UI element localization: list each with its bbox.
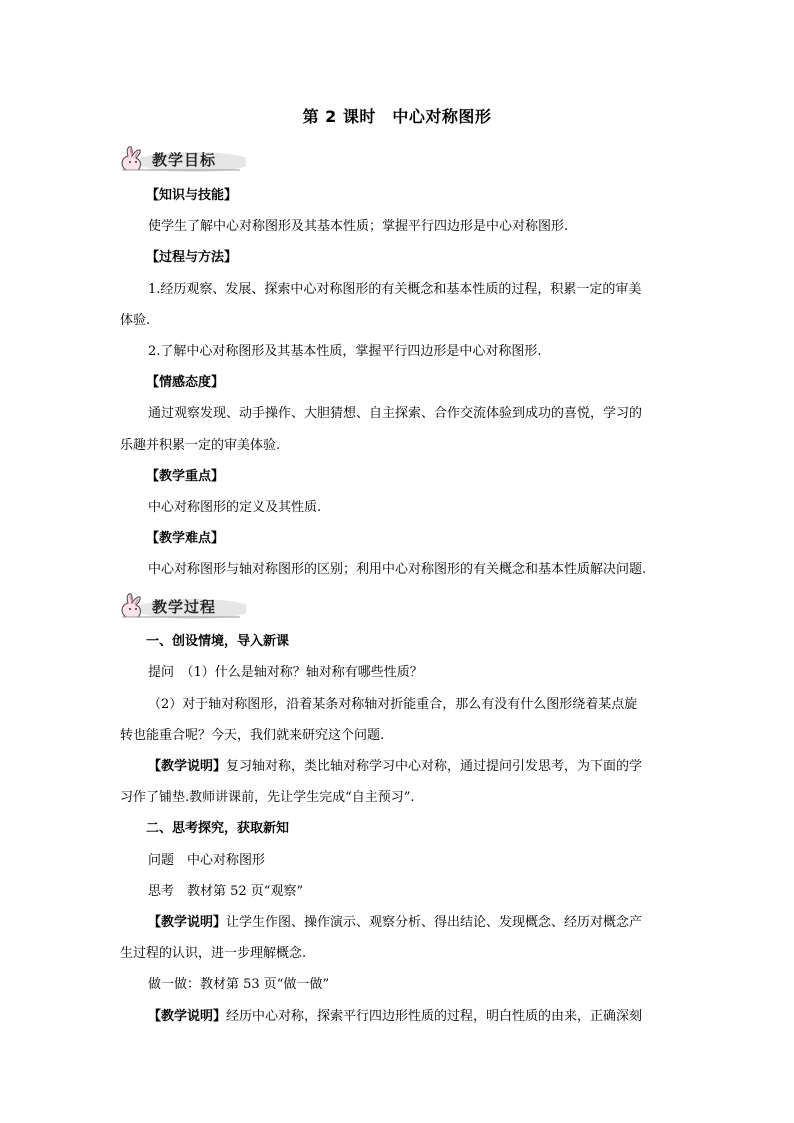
- paragraph: （2）对于轴对称图形，沿着某条对称轴对折能重合，那么有没有什么图形绕着某点旋: [148, 697, 638, 712]
- section-title: 教学目标: [152, 151, 217, 169]
- note-label: 【教学说明】: [148, 1009, 227, 1024]
- paragraph: 习作了铺垫.教师讲课前，先让学生完成“自主预习”.: [120, 790, 415, 805]
- subhead-key-point: 【教学重点】: [146, 469, 225, 484]
- section-title: 教学过程: [152, 598, 217, 616]
- section-header-process: [116, 591, 246, 621]
- note-text: 让学生作图、操作演示、观察分析、得出结论、发现概念、经历对概念产: [226, 915, 643, 930]
- paragraph: 体验.: [120, 313, 151, 328]
- paragraph: 转也能重合呢？今天，我们就来研究这个问题.: [120, 728, 385, 743]
- note-text: 经历中心对称，探索平行四边形性质的过程，明白性质的由来，正确深刻: [226, 1009, 643, 1024]
- subhead-difficulty: 【教学难点】: [146, 531, 225, 546]
- note-label: 【教学说明】: [148, 759, 227, 774]
- paragraph: 使学生了解中心对称图形及其基本性质；掌握平行四边形是中心对称图形.: [148, 219, 569, 234]
- note-text: 复习轴对称，类比轴对称学习中心对称，通过提问引发思考，为下面的学: [226, 759, 643, 774]
- paragraph: 思考 教材第 52 页“观察”: [148, 884, 304, 899]
- step-heading-2: 二、思考探究，获取新知: [146, 821, 290, 836]
- paragraph: 2.了解中心对称图形及其基本性质，掌握平行四边形是中心对称图形.: [148, 344, 542, 359]
- note-label: 【教学说明】: [148, 915, 227, 930]
- subhead-knowledge: 【知识与技能】: [146, 188, 238, 203]
- paragraph: 1.经历观察、发展、探索中心对称图形的有关概念和基本性质的过程，积累一定的审美: [148, 282, 642, 297]
- paragraph: 中心对称图形的定义及其性质.: [148, 500, 322, 515]
- subhead-emotion: 【情感态度】: [146, 375, 225, 390]
- teaching-note: [148, 759, 678, 775]
- paragraph: 问题 中心对称图形: [148, 853, 266, 868]
- paragraph: 中心对称图形与轴对称图形的区别；利用中心对称图形的有关概念和基本性质解决问题.: [148, 562, 647, 577]
- section-header-objectives: [116, 144, 246, 174]
- teaching-note: [148, 915, 678, 931]
- paragraph: 提问 （1）什么是轴对称？轴对称有哪些性质？: [148, 665, 423, 680]
- page-title: 第 2 课时 中心对称图形: [302, 107, 492, 126]
- paragraph: 通过观察发现、动手操作、大胆猜想、自主探索、合作交流体验到成功的喜悦，学习的: [148, 406, 643, 421]
- paragraph: 做一做：教材第 53 页“做一做”: [148, 977, 330, 992]
- teaching-note: [148, 1009, 678, 1025]
- step-heading-1: 一、创设情境，导入新课: [146, 634, 290, 649]
- paragraph: 乐趣并积累一定的审美体验.: [120, 438, 281, 453]
- paragraph: 生过程的认识，进一步理解概念.: [120, 946, 307, 961]
- subhead-method: 【过程与方法】: [146, 250, 238, 265]
